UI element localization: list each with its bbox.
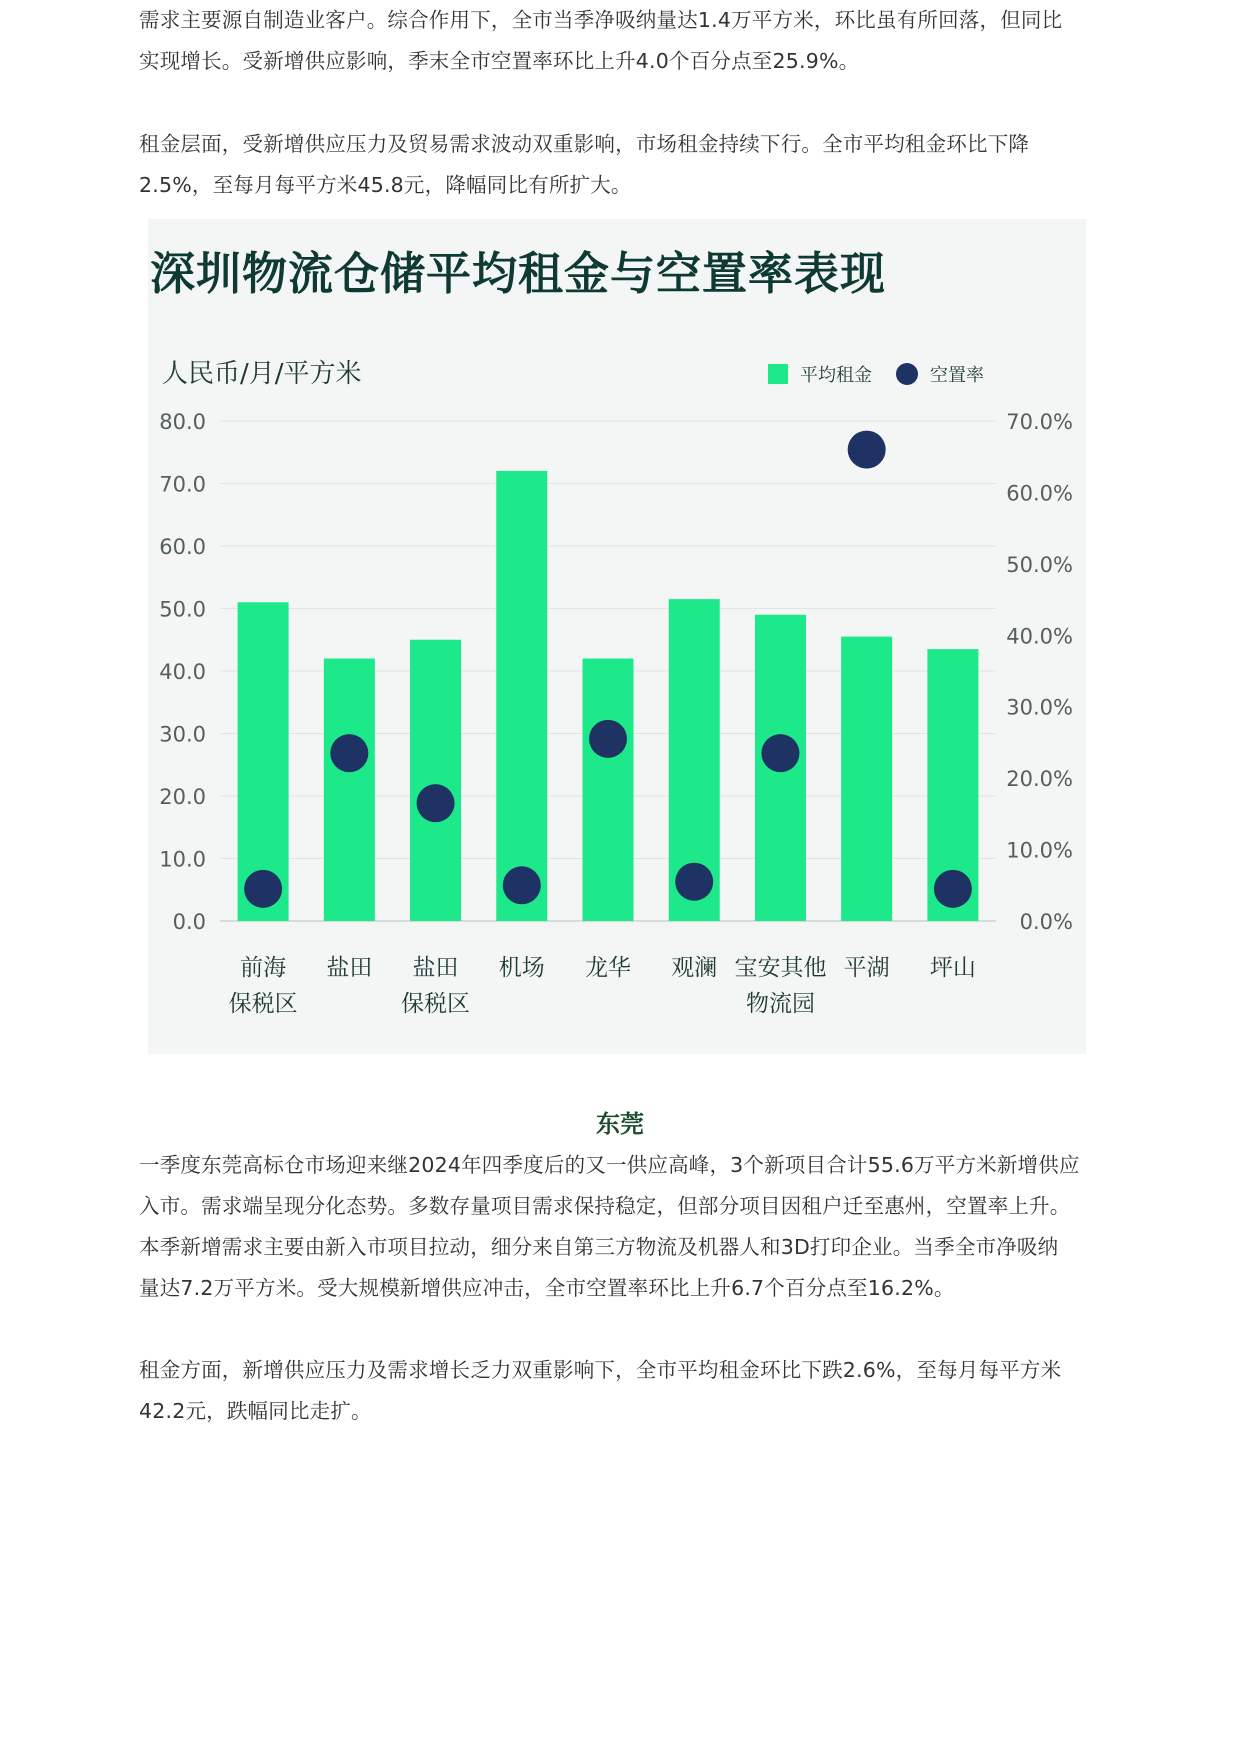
chart-title: 深圳物流仓储平均租金与空置率表现 xyxy=(150,247,887,300)
paragraph-line: 入市。需求端呈现分化态势。多数存量项目需求保持稳定，但部分项目因租户迁至惠州，空置率上升。 xyxy=(139,1194,1071,1218)
section-heading-dongguan: 东莞 xyxy=(596,1110,644,1138)
paragraph-line: 实现增长。受新增供应影响，季末全市空置率环比上升4.0个百分点至25.9%。 xyxy=(139,49,860,73)
rent-bar xyxy=(496,471,547,921)
x-category-label: 盐田 xyxy=(326,955,373,981)
intro-paragraph-vacancy xyxy=(139,0,1101,82)
x-category-label: 龙华 xyxy=(585,955,631,981)
x-category-label: 盐田 xyxy=(412,955,459,981)
rent-bar xyxy=(841,637,892,921)
y-right-tick-label: 20.0% xyxy=(1006,767,1073,792)
y-right-tick-label: 0.0% xyxy=(1019,910,1073,934)
y-right-tick-label: 10.0% xyxy=(1006,838,1073,863)
paragraph-line: 一季度东莞高标仓市场迎来继2024年四季度后的又一供应高峰，3个新项目合计55.6万平方米新增供应 xyxy=(139,1153,1080,1177)
y-left-tick-label: 30.0 xyxy=(159,722,206,747)
rent-paragraph-shenzhen xyxy=(139,124,1101,206)
paragraph-line: 租金方面，新增供应压力及需求增长乏力双重影响下，全市平均租金环比下跌2.6%，至每月每平方米 xyxy=(139,1358,1062,1382)
paragraph-line: 2.5%，至每月每平方米45.8元，降幅同比有所扩大。 xyxy=(139,173,632,197)
rent-bar xyxy=(324,659,375,922)
y-right-tick-label: 60.0% xyxy=(1006,481,1073,506)
vacancy-dot xyxy=(417,784,455,822)
rent-bar xyxy=(583,659,634,922)
x-category-label: 宝安其他 xyxy=(734,955,827,981)
x-category-label: 保税区 xyxy=(401,991,471,1017)
y-left-tick-label: 10.0 xyxy=(159,847,206,872)
paragraph-line: 量达7.2万平方米。受大规模新增供应冲击，全市空置率环比上升6.7个百分点至16.2%。 xyxy=(139,1276,955,1300)
vacancy-dot xyxy=(761,734,799,772)
x-category-label: 保税区 xyxy=(228,991,298,1017)
paragraph-line: 42.2元，跌幅同比走扩。 xyxy=(139,1399,372,1423)
x-category-label: 机场 xyxy=(498,955,545,981)
y-left-tick-label: 80.0 xyxy=(159,410,206,434)
y-right-tick-label: 70.0% xyxy=(1006,410,1073,434)
vacancy-dot xyxy=(503,866,541,904)
x-category-label: 前海 xyxy=(240,955,287,981)
x-category-label: 平湖 xyxy=(843,955,890,981)
y-left-tick-label: 50.0 xyxy=(159,597,206,622)
chart-plot xyxy=(148,219,1086,1054)
x-category-label: 物流园 xyxy=(745,991,815,1017)
paragraph-line: 需求主要源自制造业客户。综合作用下，全市当季净吸纳量达1.4万平方米，环比虽有所回落，但同比 xyxy=(139,8,1063,32)
legend-label-rent: 平均租金 xyxy=(800,365,872,386)
vacancy-dot xyxy=(848,431,886,469)
dongguan-rent-paragraph xyxy=(139,1350,1101,1432)
vacancy-dot xyxy=(934,870,972,908)
y-left-tick-label: 40.0 xyxy=(159,660,206,684)
x-category-label: 观澜 xyxy=(671,955,718,981)
x-category-label: 坪山 xyxy=(929,955,976,981)
chart-y-axis-label: 人民币/月/平方米 xyxy=(162,359,362,389)
y-right-tick-label: 50.0% xyxy=(1006,552,1073,577)
y-right-tick-label: 30.0% xyxy=(1006,695,1073,720)
y-left-tick-label: 0.0 xyxy=(172,910,206,934)
y-left-tick-label: 60.0 xyxy=(159,535,206,559)
y-left-tick-label: 70.0 xyxy=(159,472,206,497)
rent-bar xyxy=(410,640,461,921)
dongguan-supply-paragraph xyxy=(139,1145,1101,1309)
vacancy-dot xyxy=(244,870,282,908)
paragraph-line: 本季新增需求主要由新入市项目拉动，细分来自第三方物流及机器人和3D打印企业。当季全市净吸纳 xyxy=(139,1235,1059,1259)
y-left-tick-label: 20.0 xyxy=(159,785,206,809)
y-right-tick-label: 40.0% xyxy=(1006,624,1073,649)
vacancy-dot xyxy=(330,734,368,772)
vacancy-dot xyxy=(589,720,627,758)
vacancy-dot xyxy=(675,863,713,901)
legend-label-vacancy: 空置率 xyxy=(930,365,984,386)
chart-card xyxy=(148,219,1086,1054)
paragraph-line: 租金层面，受新增供应压力及贸易需求波动双重影响，市场租金持续下行。全市平均租金环比下降 xyxy=(139,132,1030,156)
